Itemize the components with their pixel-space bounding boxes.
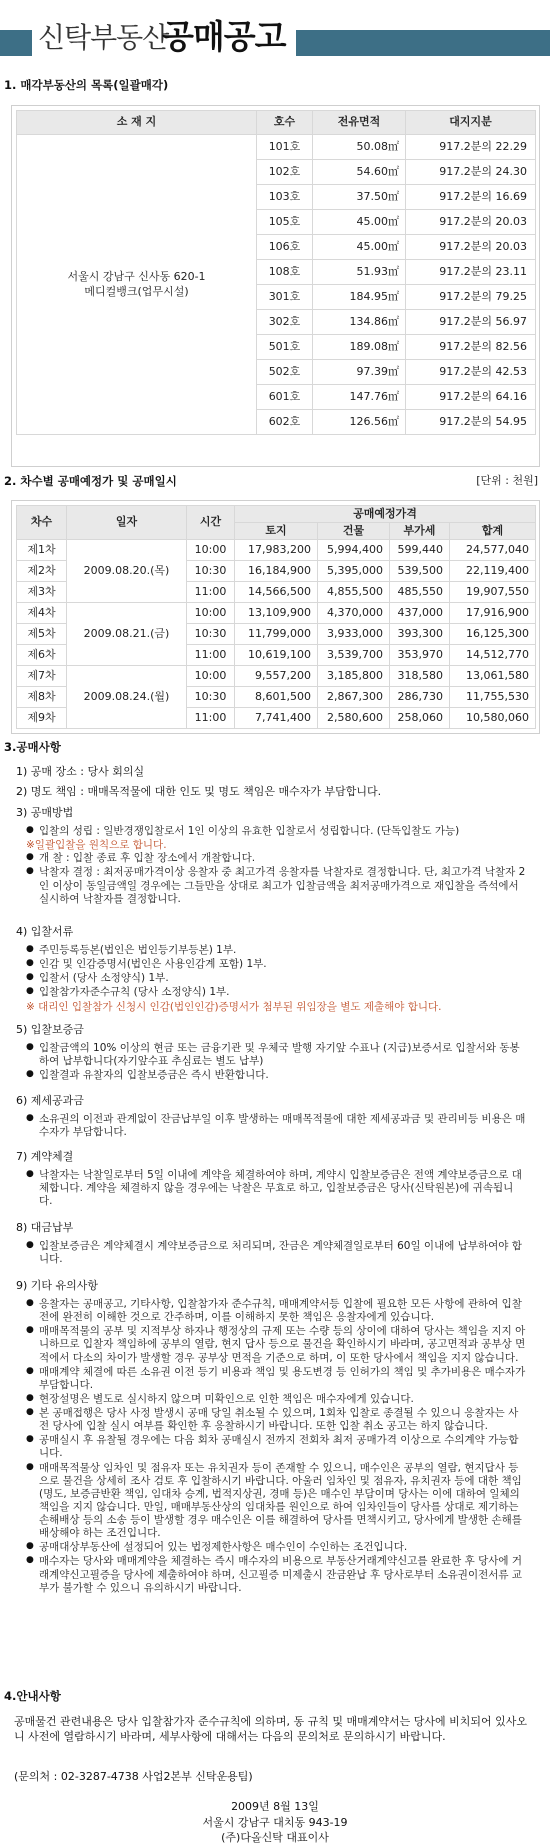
header-banner (0, 16, 550, 60)
vat-cell: 599,440 (390, 540, 450, 561)
documents-note: ※ 대리인 입찰참가 신청시 인감(법인인감)증명서가 첨부된 위임장을 별도 제출해야 합니다. (26, 1000, 442, 1013)
section1-heading: 1. 매각부동산의 목록(일괄매각) (4, 78, 169, 92)
area-cell: 184.95㎡ (313, 285, 406, 310)
round-cell: 제3차 (17, 582, 67, 603)
list-item: ● 개 찰 : 입찰 종료 후 입찰 장소에서 개찰합니다. (26, 852, 526, 865)
unit-cell: 102호 (257, 160, 313, 185)
building-price-cell: 3,539,700 (318, 645, 390, 666)
land-cell: 917.2분의 42.53 (406, 360, 536, 385)
list-item: ● 낙찰자 결정 : 최저공매가격이상 응찰자 중 최고가격 응찰자를 낙찰자로 결정합니다. 단, 최고가격 낙찰자 2인 이상이 동일금액일 경우에는 그들만을 상대로 최고가 입찰금액을 최저공매가격으로 재입찰을 즉석에서 실시하여 낙찰자를 결정합니다. (26, 866, 526, 905)
deposit-title: 5) 입찰보증금 (16, 1023, 84, 1036)
footer-company: (주)다올신탁 대표이사 (221, 1831, 329, 1844)
vat-cell: 318,580 (390, 666, 450, 687)
building-price-cell: 4,370,000 (318, 603, 390, 624)
round-cell: 제8차 (17, 687, 67, 708)
list-item: ● 공매대상부동산에 설정되어 있는 법정제한사항은 매수인이 수인하는 조건입니다. (26, 1541, 526, 1554)
total-cell: 16,125,300 (450, 624, 536, 645)
round-cell: 제1차 (17, 540, 67, 561)
unit-cell: 502호 (257, 360, 313, 385)
list-item: ● 현장설명은 별도로 실시하지 않으며 미확인으로 인한 책임은 매수자에게 있습니다. (26, 1393, 526, 1406)
banner-title-light: 신탁부동산 (38, 21, 169, 54)
building-price-cell: 4,855,500 (318, 582, 390, 603)
land-price-cell: 7,741,400 (235, 708, 318, 729)
col-location: 소 재 지 (17, 111, 257, 135)
area-cell: 134.86㎡ (313, 310, 406, 335)
table-row (17, 540, 536, 561)
list-item: ● 인감 및 인감증명서(법인은 사용인감계 포함) 1부. (26, 958, 526, 971)
method-list (26, 825, 526, 907)
round-cell: 제6차 (17, 645, 67, 666)
area-cell: 147.76㎡ (313, 385, 406, 410)
list-item: ● 입찰결과 유찰자의 입찰보증금은 즉시 반환합니다. (26, 1069, 526, 1082)
area-cell: 54.60㎡ (313, 160, 406, 185)
land-price-cell: 10,619,100 (235, 645, 318, 666)
list-item: ● 입찰참가자준수규칙 (당사 소정양식) 1부. (26, 986, 526, 999)
table-row (17, 603, 536, 624)
date-cell: 2009.08.20.(목) (67, 540, 187, 603)
section3-heading: 3.공매사항 (4, 740, 61, 754)
total-cell: 11,755,530 (450, 687, 536, 708)
land-price-cell: 16,184,900 (235, 561, 318, 582)
section2-heading: 2. 차수별 공매예정가 및 공매일시 (4, 474, 177, 488)
land-price-cell: 9,557,200 (235, 666, 318, 687)
method-note: ※일괄입찰을 원칙으로 합니다. (26, 839, 167, 852)
footer-address: 서울시 강남구 대치동 943-19 (202, 1816, 348, 1829)
payment-list (26, 1240, 526, 1267)
list-item: ● 낙찰자는 낙찰일로부터 5일 이내에 계약을 체결하여야 하며, 계약시 입찰보증금은 전액 계약보증금으로 대체합니다. 계약을 체결하지 않을 경우에는 낙찰은 무효로 하고, 입찰보증금은 당사(신탁원본)에 귀속됩니다. (26, 1169, 526, 1208)
guide-paragraph: 공매물건 관련내용은 당사 입찰참가자 준수규칙에 의하며, 동 규칙 및 매매계약서는 당사에 비치되어 있사오니 사전에 열람하시기 바라며, 세부사항에 대해서는 다음의 문의처로 문의하시기 바랍니다. (14, 1715, 527, 1743)
land-cell: 917.2분의 16.69 (406, 185, 536, 210)
round-cell: 제9차 (17, 708, 67, 729)
list-item: ● 매매계약 체결에 따른 소유권 이전 등기 비용과 책임 및 용도변경 등 인허가의 책임 및 추가비용은 매수자가 부담합니다. (26, 1366, 526, 1392)
vat-cell: 286,730 (390, 687, 450, 708)
land-cell: 917.2분의 20.03 (406, 235, 536, 260)
vat-cell: 539,500 (390, 561, 450, 582)
list-item: ● 소유권의 이전과 관계없이 잔금납부일 이후 발생하는 매매목적물에 대한 제세공과금 및 관리비등 비용은 매수자가 부담합니다. (26, 1113, 526, 1139)
time-cell: 10:30 (187, 624, 235, 645)
vat-cell: 393,300 (390, 624, 450, 645)
unit-cell: 601호 (257, 385, 313, 410)
list-item: ● 입찰서 (당사 소정양식) 1부. (26, 972, 526, 985)
building-price-cell: 3,933,000 (318, 624, 390, 645)
auction-schedule-table (11, 500, 540, 734)
land-cell: 917.2분의 24.30 (406, 160, 536, 185)
list-item: ● 매매목적물상 임차인 및 점유자 또는 유치권자 등이 존재할 수 있으니, 매수인은 공부의 열람, 현지답사 등으로 물건을 상세히 조사 검토 후 입찰하시기 바랍니다. 아울러 임차인 및 점유자, 유치권자 등에 대한 책임(명도, 보증금반환 책임, 임대차 승계, 법적지상권, 경매 등)은 매수인 부담이며 당사는 이에 대하여 일체의 책임을 지지 않습니다. 만일, 매매부동산상의 임대차를 원인으로 하여 임차인들이 당사를 상대로 제기하는 손해배상 등의 소송 등이 발생할 경우 매수인은 이를 해결하여 당사를 면책시키고, 당사에게 발생한 손해를 배상해야 하는 조건입니다. (26, 1462, 526, 1541)
col-building: 건물 (318, 523, 390, 540)
deposit-list (26, 1042, 526, 1083)
method-title: 3) 공매방법 (16, 806, 74, 819)
table-row (17, 135, 536, 160)
contact-info: (문의처 : 02-3287-4738 사업2본부 신탁운용팀) (14, 1770, 253, 1783)
notes-title: 9) 기타 유의사항 (16, 1279, 99, 1292)
documents-title: 4) 입찰서류 (16, 925, 74, 938)
unit-cell: 302호 (257, 310, 313, 335)
date-cell: 2009.08.24.(월) (67, 666, 187, 729)
vat-cell: 258,060 (390, 708, 450, 729)
col-land: 토지 (235, 523, 318, 540)
total-cell: 24,577,040 (450, 540, 536, 561)
col-price-group: 공매예정가격 (235, 506, 536, 523)
list-item: ● 입찰금액의 10% 이상의 현금 또는 금융기관 및 우체국 발행 자기앞 수표나 (지급)보증서로 입찰서와 동봉하여 납부합니다(자기앞수표 추심료는 별도 납부) (26, 1042, 526, 1068)
contract-list (26, 1169, 526, 1209)
date-cell: 2009.08.21.(금) (67, 603, 187, 666)
land-price-cell: 13,109,900 (235, 603, 318, 624)
auction-place: 1) 공매 장소 : 당사 회의실 (16, 765, 145, 778)
total-cell: 22,119,400 (450, 561, 536, 582)
building-price-cell: 5,994,400 (318, 540, 390, 561)
area-cell: 51.93㎡ (313, 260, 406, 285)
building-price-cell: 3,185,800 (318, 666, 390, 687)
land-price-cell: 17,983,200 (235, 540, 318, 561)
col-time: 시간 (187, 506, 235, 540)
area-cell: 37.50㎡ (313, 185, 406, 210)
time-cell: 11:00 (187, 582, 235, 603)
contract-title: 7) 계약체결 (16, 1150, 74, 1163)
section4-heading: 4.안내사항 (4, 1689, 61, 1703)
total-cell: 10,580,060 (450, 708, 536, 729)
building-price-cell: 2,580,600 (318, 708, 390, 729)
documents-list (26, 944, 526, 1014)
col-total: 합계 (450, 523, 536, 540)
table-row (17, 666, 536, 687)
land-cell: 917.2분의 22.29 (406, 135, 536, 160)
list-item: ● 입찰의 성립 : 일반경쟁입찰로서 1인 이상의 유효한 입찰로서 성립합니다. (단독입찰도 가능) (26, 825, 526, 838)
col-round: 차수 (17, 506, 67, 540)
list-item: ● 주민등록등본(법인은 법인등기부등본) 1부. (26, 944, 526, 957)
footer-date: 2009년 8월 13일 (231, 1800, 319, 1813)
time-cell: 10:00 (187, 540, 235, 561)
building-price-cell: 5,395,000 (318, 561, 390, 582)
land-cell: 917.2분의 54.95 (406, 410, 536, 435)
time-cell: 11:00 (187, 645, 235, 666)
unit-cell: 301호 (257, 285, 313, 310)
col-unit: 호수 (257, 111, 313, 135)
property-list-table (11, 105, 540, 467)
list-item: ● 매수자는 당사와 매매계약을 체결하는 즉시 매수자의 비용으로 부동산거래계약신고를 완료한 후 당사에 거래계약신고필증을 당사에 제출하여야 하며, 신고필증 미제출시 잔금완납 후 당사로부터 소유권이전서류 교부가 불가할 수 있으니 유의하시기 바랍니다. (26, 1555, 526, 1594)
round-cell: 제2차 (17, 561, 67, 582)
round-cell: 제7차 (17, 666, 67, 687)
area-cell: 50.08㎡ (313, 135, 406, 160)
total-cell: 19,907,550 (450, 582, 536, 603)
unit-cell: 501호 (257, 335, 313, 360)
area-cell: 126.56㎡ (313, 410, 406, 435)
location-cell (17, 135, 257, 435)
time-cell: 11:00 (187, 708, 235, 729)
area-cell: 45.00㎡ (313, 210, 406, 235)
location-line2: 메디컬뱅크(업무시설) (84, 284, 189, 298)
banner-bar-left (0, 30, 32, 56)
unit-cell: 602호 (257, 410, 313, 435)
land-price-cell: 8,601,500 (235, 687, 318, 708)
round-cell: 제4차 (17, 603, 67, 624)
banner-title-bold: 공매공고 (162, 17, 286, 56)
land-cell: 917.2분의 79.25 (406, 285, 536, 310)
col-area: 전유면적 (313, 111, 406, 135)
list-item: ● 응찰자는 공매공고, 기타사항, 입찰참가자 준수규칙, 매매계약서등 입찰에 필요한 모든 사항에 관하여 입찰전에 완전히 이해한 것으로 간주하며, 이를 이해하지 못한 책임은 응찰자에게 있습니다. (26, 1298, 526, 1324)
unit-cell: 105호 (257, 210, 313, 235)
payment-title: 8) 대금납부 (16, 1221, 74, 1234)
vat-cell: 485,550 (390, 582, 450, 603)
col-vat: 부가세 (390, 523, 450, 540)
time-cell: 10:30 (187, 561, 235, 582)
land-cell: 917.2분의 56.97 (406, 310, 536, 335)
taxes-title: 6) 제세공과금 (16, 1094, 84, 1107)
notes-list (26, 1298, 526, 1596)
round-cell: 제5차 (17, 624, 67, 645)
land-cell: 917.2분의 20.03 (406, 210, 536, 235)
unit-cell: 103호 (257, 185, 313, 210)
area-cell: 45.00㎡ (313, 235, 406, 260)
list-item: ● 본 공매접행은 당사 사정 발생시 공매 당일 취소될 수 있으며, 1회차 입찰로 종결될 수 있으니 응찰자는 사전 당사에 입찰 실시 여부를 확인한 후 응찰하시기 바랍니다. 또한 입찰 취소 공고는 하지 않습니다. (26, 1407, 526, 1433)
total-cell: 13,061,580 (450, 666, 536, 687)
taxes-list (26, 1113, 526, 1140)
land-cell: 917.2분의 82.56 (406, 335, 536, 360)
col-date: 일자 (67, 506, 187, 540)
unit-cell: 101호 (257, 135, 313, 160)
col-land-share: 대지지분 (406, 111, 536, 135)
area-cell: 189.08㎡ (313, 335, 406, 360)
time-cell: 10:00 (187, 666, 235, 687)
time-cell: 10:30 (187, 687, 235, 708)
land-price-cell: 14,566,500 (235, 582, 318, 603)
list-item: ● 공매실시 후 유찰될 경우에는 다음 회차 공매실시 전까지 전회차 최저 공매가격 이상으로 수의계약 가능합니다. (26, 1434, 526, 1460)
land-price-cell: 11,799,000 (235, 624, 318, 645)
unit-label: [단위 : 천원] (476, 474, 538, 487)
list-item: ● 매매목적물의 공부 및 지적부상 하자나 행정상의 규제 또는 수량 등의 상이에 대하여 당사는 책임을 지지 아니하므로 입찰자 책임하에 공부의 열람, 현지 답사 등으로 물건을 확인하시기 바라며, 공고면적과 공부상 면적에서 다소의 차이가 발생할 경우 공부상 면적을 기준으로 하며, 이 또한 당사에서 책임을 지지 않습니다. (26, 1325, 526, 1364)
total-cell: 17,916,900 (450, 603, 536, 624)
location-line1: 서울시 강남구 신사동 620-1 (67, 270, 206, 284)
building-price-cell: 2,867,300 (318, 687, 390, 708)
unit-cell: 106호 (257, 235, 313, 260)
area-cell: 97.39㎡ (313, 360, 406, 385)
total-cell: 14,512,770 (450, 645, 536, 666)
time-cell: 10:00 (187, 603, 235, 624)
list-item: ● 입찰보증금은 계약체결시 계약보증금으로 처리되며, 잔금은 계약체결일로부터 60일 이내에 납부하여야 합니다. (26, 1240, 526, 1266)
unit-cell: 108호 (257, 260, 313, 285)
land-cell: 917.2분의 64.16 (406, 385, 536, 410)
eviction-responsibility: 2) 명도 책임 : 매매목적물에 대한 인도 및 명도 책임은 매수자가 부담합니다. (16, 785, 382, 798)
vat-cell: 437,000 (390, 603, 450, 624)
land-cell: 917.2분의 23.11 (406, 260, 536, 285)
vat-cell: 353,970 (390, 645, 450, 666)
banner-bar-right (296, 30, 550, 56)
